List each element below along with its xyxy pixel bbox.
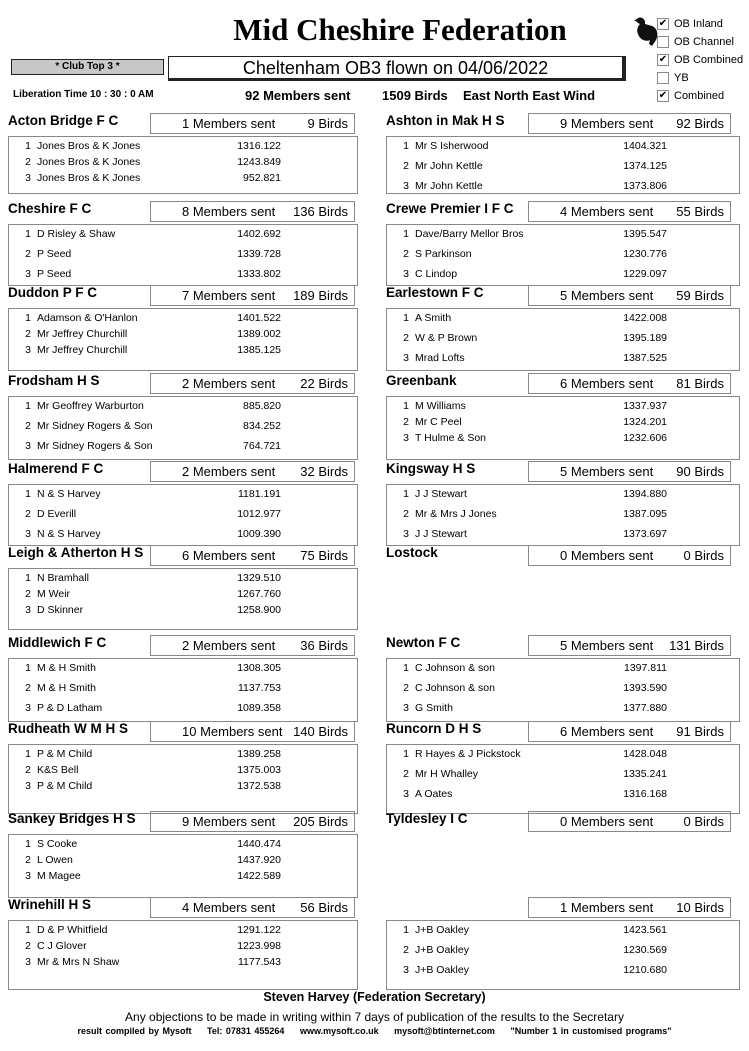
- fancier-name: D & P Whitfield: [37, 924, 108, 936]
- race-title: Cheltenham OB3 flown on 04/06/2022: [168, 56, 626, 81]
- fancier-name: Mr John Kettle: [415, 160, 483, 172]
- velocity: 1232.606: [623, 432, 667, 444]
- fancier-name: M Williams: [415, 400, 466, 412]
- position: 2: [25, 156, 31, 168]
- velocity: 1404.321: [623, 140, 667, 152]
- birds-sent: 56 Birds: [300, 900, 348, 915]
- velocity: 1316.168: [623, 788, 667, 800]
- birds-sent: 9 Birds: [307, 116, 348, 131]
- compiler-info: [0, 1026, 749, 1036]
- birds-sent: 90 Birds: [676, 464, 724, 479]
- velocity: 1377.880: [623, 702, 667, 714]
- birds-sent: 92 Birds: [676, 116, 724, 131]
- fancier-name: M Magee: [37, 870, 81, 882]
- velocity: 1395.547: [623, 228, 667, 240]
- club-summary: [150, 461, 355, 482]
- club-name: Frodsham H S: [8, 373, 100, 388]
- fancier-name: J+B Oakley: [415, 964, 469, 976]
- velocity: 1428.048: [623, 748, 667, 760]
- velocity: 1393.590: [623, 682, 667, 694]
- birds-sent: 136 Birds: [293, 204, 348, 219]
- fancier-name: L Owen: [37, 854, 73, 866]
- position: 2: [403, 160, 409, 172]
- club-top-3-label: * Club Top 3 *: [11, 59, 164, 75]
- club-name: Cheshire F C: [8, 201, 92, 216]
- club-name: Tyldesley I C: [386, 811, 468, 826]
- club-summary: [528, 285, 731, 306]
- members-sent: 6 Members sent: [182, 548, 276, 563]
- fancier-name: C Lindop: [415, 268, 458, 280]
- club-summary: [150, 635, 355, 656]
- results-box: [8, 308, 358, 371]
- club-summary: [528, 461, 731, 482]
- birds-sent: 131 Birds: [669, 638, 724, 653]
- option-label: Combined: [674, 90, 725, 102]
- option-label: OB Combined: [674, 54, 744, 66]
- fancier-name: P Seed: [37, 268, 72, 280]
- velocity: 1394.880: [623, 488, 667, 500]
- results-box: [8, 396, 358, 460]
- results-box: [386, 136, 740, 194]
- position: 1: [403, 140, 409, 152]
- members-sent: 1 Members sent: [182, 116, 276, 131]
- members-sent: 4 Members sent: [182, 900, 276, 915]
- velocity: 1291.122: [237, 924, 281, 936]
- position: 3: [403, 702, 409, 714]
- velocity: 1387.095: [623, 508, 667, 520]
- fancier-name: Mr Sidney Rogers & Son: [37, 440, 153, 452]
- club-summary: [528, 897, 731, 918]
- club-name: Halmerend F C: [8, 461, 104, 476]
- members-sent: 1 Members sent: [560, 900, 654, 915]
- velocity: 1335.241: [623, 768, 667, 780]
- position: 1: [403, 488, 409, 500]
- position: 2: [25, 764, 31, 776]
- fancier-name: Jones Bros & K Jones: [37, 172, 141, 184]
- fancier-name: N & S Harvey: [37, 488, 101, 500]
- position: 2: [403, 944, 409, 956]
- members-sent: 7 Members sent: [182, 288, 276, 303]
- position: 2: [403, 248, 409, 260]
- wind-direction: East North East Wind: [463, 88, 596, 103]
- results-box: [8, 920, 358, 990]
- club-name: Ashton in Mak H S: [386, 113, 505, 128]
- unchecked-checkbox[interactable]: [657, 72, 669, 84]
- position: 2: [25, 248, 31, 260]
- results-box: [386, 308, 740, 371]
- club-summary: [528, 811, 731, 832]
- velocity: 1210.680: [623, 964, 667, 976]
- fancier-name: Mrad Lofts: [415, 352, 465, 364]
- fancier-name: Jones Bros & K Jones: [37, 156, 141, 168]
- club-name: Crewe Premier I F C: [386, 201, 514, 216]
- members-sent: 10 Members sent: [182, 724, 283, 739]
- position: 1: [25, 312, 31, 324]
- fancier-name: P & D Latham: [37, 702, 103, 714]
- position: 3: [25, 528, 31, 540]
- fancier-name: Mr S Isherwood: [415, 140, 489, 152]
- results-box: [8, 568, 358, 630]
- position: 2: [403, 416, 409, 428]
- velocity: 1324.201: [623, 416, 667, 428]
- club-summary: [150, 897, 355, 918]
- position: 1: [403, 312, 409, 324]
- fancier-name: M Weir: [37, 588, 71, 600]
- results-box: [386, 484, 740, 546]
- option-ob-channel[interactable]: [657, 33, 743, 51]
- fancier-name: G Smith: [415, 702, 453, 714]
- velocity: 1243.849: [237, 156, 281, 168]
- velocity: 1337.937: [623, 400, 667, 412]
- birds-sent: 22 Birds: [300, 376, 348, 391]
- club-summary: [150, 811, 355, 832]
- position: 1: [403, 662, 409, 674]
- position: 3: [25, 956, 31, 968]
- position: 2: [25, 420, 31, 432]
- position: 1: [25, 748, 31, 760]
- fancier-name: M & H Smith: [37, 682, 96, 694]
- fancier-name: N Bramhall: [37, 572, 89, 584]
- velocity: 1385.125: [237, 344, 281, 356]
- option-combined[interactable]: [657, 87, 743, 105]
- fancier-name: Adamson & O'Hanlon: [37, 312, 138, 324]
- position: 3: [25, 440, 31, 452]
- position: 3: [403, 180, 409, 192]
- birds-sent: 0 Birds: [683, 814, 724, 829]
- velocity: 1267.760: [237, 588, 281, 600]
- fancier-name: S Cooke: [37, 838, 78, 850]
- position: 3: [403, 788, 409, 800]
- fancier-name: J+B Oakley: [415, 944, 469, 956]
- club-name: Duddon P F C: [8, 285, 97, 300]
- email-link[interactable]: mysoft@btinternet.com: [394, 1026, 495, 1036]
- position: 3: [25, 268, 31, 280]
- fancier-name: J+B Oakley: [415, 924, 469, 936]
- club-summary: [528, 635, 731, 656]
- birds-sent: 59 Birds: [676, 288, 724, 303]
- birds-sent: 0 Birds: [683, 548, 724, 563]
- members-sent: 5 Members sent: [560, 464, 654, 479]
- position: 1: [25, 400, 31, 412]
- results-box: [8, 658, 358, 722]
- velocity: 1137.753: [237, 682, 281, 694]
- velocity: 1437.920: [237, 854, 281, 866]
- velocity: 1230.776: [623, 248, 667, 260]
- results-box: [386, 744, 740, 814]
- results-box: [8, 136, 358, 194]
- velocity: 1440.474: [237, 838, 281, 850]
- members-sent: 8 Members sent: [182, 204, 276, 219]
- position: 1: [25, 488, 31, 500]
- position: 2: [403, 768, 409, 780]
- velocity: 1401.522: [237, 312, 281, 324]
- fancier-name: Mr C Peel: [415, 416, 462, 428]
- members-sent: 2 Members sent: [182, 464, 276, 479]
- total-members-sent: 92 Members sent: [245, 88, 351, 103]
- results-box: [386, 920, 740, 990]
- club-summary: [528, 201, 731, 222]
- birds-sent: 55 Birds: [676, 204, 724, 219]
- checked-checkbox[interactable]: ✔: [658, 90, 668, 101]
- page-title: Mid Cheshire Federation: [233, 12, 567, 47]
- position: 2: [25, 940, 31, 952]
- velocity: 1177.543: [237, 956, 281, 968]
- checked-checkbox[interactable]: ✔: [658, 18, 668, 29]
- position: 2: [403, 508, 409, 520]
- velocity: 1373.697: [623, 528, 667, 540]
- results-box: [8, 834, 358, 898]
- option-label: YB: [674, 72, 689, 84]
- birds-sent: 32 Birds: [300, 464, 348, 479]
- velocity: 952.821: [243, 172, 281, 184]
- results-box: [386, 224, 740, 286]
- position: 3: [403, 964, 409, 976]
- fancier-name: W & P Brown: [415, 332, 478, 344]
- position: 3: [25, 870, 31, 882]
- total-birds: 1509 Birds: [382, 88, 448, 103]
- pigeon-icon: [632, 14, 660, 48]
- position: 3: [25, 702, 31, 714]
- birds-sent: 10 Birds: [676, 900, 724, 915]
- fancier-name: K&S Bell: [37, 764, 79, 776]
- club-summary: [150, 721, 355, 742]
- position: 2: [403, 682, 409, 694]
- members-sent: 9 Members sent: [560, 116, 654, 131]
- club-name: Runcorn D H S: [386, 721, 482, 736]
- club-name: Wrinehill H S: [8, 897, 92, 912]
- fancier-name: A Smith: [415, 312, 452, 324]
- club-summary: [150, 373, 355, 394]
- position: 1: [403, 228, 409, 240]
- members-sent: 2 Members sent: [182, 638, 276, 653]
- club-name: Newton F C: [386, 635, 461, 650]
- velocity: 1329.510: [237, 572, 281, 584]
- position: 1: [25, 662, 31, 674]
- velocity: 1372.538: [237, 780, 281, 792]
- position: 1: [403, 924, 409, 936]
- members-sent: 0 Members sent: [560, 548, 654, 563]
- club-summary: [150, 113, 355, 134]
- velocity: 1223.998: [237, 940, 281, 952]
- position: 3: [403, 528, 409, 540]
- checked-checkbox[interactable]: ✔: [658, 54, 668, 65]
- club-name: Middlewich F C: [8, 635, 107, 650]
- fancier-name: C J Glover: [37, 940, 87, 952]
- fancier-name: P & M Child: [37, 780, 93, 792]
- fancier-name: Mr Geoffrey Warburton: [37, 400, 144, 412]
- fancier-name: D Risley & Shaw: [37, 228, 116, 240]
- fancier-name: N & S Harvey: [37, 528, 101, 540]
- fancier-name: S Parkinson: [415, 248, 472, 260]
- velocity: 1229.097: [623, 268, 667, 280]
- unchecked-checkbox[interactable]: [657, 36, 669, 48]
- position: 1: [25, 140, 31, 152]
- velocity: 764.721: [243, 440, 281, 452]
- secretary-name: Steven Harvey (Federation Secretary): [263, 990, 486, 1004]
- velocity: 1374.125: [623, 160, 667, 172]
- birds-sent: 205 Birds: [293, 814, 348, 829]
- position: 1: [25, 838, 31, 850]
- club-name: Greenbank: [386, 373, 457, 388]
- velocity: 1308.305: [237, 662, 281, 674]
- club-summary: [528, 545, 731, 566]
- velocity: 1012.977: [237, 508, 281, 520]
- velocity: 1316.122: [237, 140, 281, 152]
- club-summary: [528, 373, 731, 394]
- results-box: [8, 224, 358, 286]
- birds-sent: 189 Birds: [293, 288, 348, 303]
- liberation-time: Liberation Time 10 : 30 : 0 AM: [13, 89, 154, 100]
- position: 3: [25, 344, 31, 356]
- fancier-name: D Skinner: [37, 604, 84, 616]
- results-box: [8, 744, 358, 814]
- fancier-name: T Hulme & Son: [415, 432, 487, 444]
- club-name: Earlestown F C: [386, 285, 484, 300]
- position: 3: [403, 268, 409, 280]
- velocity: 1389.258: [237, 748, 281, 760]
- members-sent: 4 Members sent: [560, 204, 654, 219]
- fancier-name: P & M Child: [37, 748, 93, 760]
- birds-sent: 81 Birds: [676, 376, 724, 391]
- velocity: 1402.692: [237, 228, 281, 240]
- position: 1: [25, 228, 31, 240]
- results-box: [8, 484, 358, 546]
- club-name: Acton Bridge F C: [8, 113, 119, 128]
- velocity: 1339.728: [237, 248, 281, 260]
- position: 3: [403, 352, 409, 364]
- velocity: 1389.002: [237, 328, 281, 340]
- velocity: 1089.358: [237, 702, 281, 714]
- members-sent: 5 Members sent: [560, 638, 654, 653]
- position: 2: [25, 854, 31, 866]
- velocity: 1373.806: [623, 180, 667, 192]
- position: 2: [25, 682, 31, 694]
- telephone: Tel: 07831 455264: [207, 1026, 285, 1036]
- club-name: Rudheath W M H S: [8, 721, 128, 736]
- fancier-name: C Johnson & son: [415, 662, 495, 674]
- fancier-name: Mr Jeffrey Churchill: [37, 344, 128, 356]
- velocity: 1258.900: [237, 604, 281, 616]
- website-link[interactable]: www.mysoft.co.uk: [299, 1026, 379, 1036]
- velocity: 1333.802: [237, 268, 281, 280]
- position: 3: [25, 604, 31, 616]
- fancier-name: M & H Smith: [37, 662, 96, 674]
- velocity: 1181.191: [237, 488, 281, 500]
- birds-sent: 36 Birds: [300, 638, 348, 653]
- fancier-name: J J Stewart: [415, 488, 467, 500]
- position: 2: [25, 588, 31, 600]
- velocity: 834.252: [243, 420, 281, 432]
- fancier-name: C Johnson & son: [415, 682, 495, 694]
- velocity: 1397.811: [623, 662, 667, 674]
- velocity: 885.820: [243, 400, 281, 412]
- velocity: 1375.003: [237, 764, 281, 776]
- option-label: OB Inland: [674, 18, 723, 30]
- position: 1: [25, 924, 31, 936]
- position: 3: [25, 172, 31, 184]
- results-box: [386, 658, 740, 722]
- birds-sent: 140 Birds: [293, 724, 348, 739]
- option-ob-combined[interactable]: [657, 51, 743, 69]
- fancier-name: A Oates: [415, 788, 453, 800]
- club-summary: [150, 545, 355, 566]
- position: 2: [25, 328, 31, 340]
- members-sent: 2 Members sent: [182, 376, 276, 391]
- option-yb[interactable]: [657, 69, 743, 87]
- fancier-name: D Everill: [37, 508, 77, 520]
- fancier-name: R Hayes & J Pickstock: [415, 748, 521, 760]
- fancier-name: Mr Sidney Rogers & Son: [37, 420, 153, 432]
- velocity: 1395.189: [623, 332, 667, 344]
- club-summary: [528, 721, 731, 742]
- fancier-name: Mr & Mrs N Shaw: [37, 956, 120, 968]
- option-ob-inland[interactable]: [657, 15, 743, 33]
- fancier-name: P Seed: [37, 248, 72, 260]
- members-sent: 9 Members sent: [182, 814, 276, 829]
- members-sent: 6 Members sent: [560, 724, 654, 739]
- objections-notice: Any objections to be made in writing within 7 days of publication of the results to the Secretary: [125, 1010, 624, 1024]
- members-sent: 0 Members sent: [560, 814, 654, 829]
- slogan: "Number 1 in customised programs": [510, 1026, 672, 1036]
- velocity: 1422.589: [237, 870, 281, 882]
- club-name: Lostock: [386, 545, 438, 560]
- results-box: [386, 396, 740, 460]
- club-summary: [528, 113, 731, 134]
- race-type-options: [657, 15, 743, 105]
- velocity: 1423.561: [623, 924, 667, 936]
- club-name: Sankey Bridges H S: [8, 811, 136, 826]
- fancier-name: Mr John Kettle: [415, 180, 483, 192]
- club-summary: [150, 201, 355, 222]
- position: 1: [25, 572, 31, 584]
- fancier-name: Mr H Whalley: [415, 768, 479, 780]
- velocity: 1422.008: [623, 312, 667, 324]
- birds-sent: 75 Birds: [300, 548, 348, 563]
- velocity: 1230.569: [623, 944, 667, 956]
- position: 3: [403, 432, 409, 444]
- fancier-name: Mr Jeffrey Churchill: [37, 328, 128, 340]
- birds-sent: 91 Birds: [676, 724, 724, 739]
- club-summary: [150, 285, 355, 306]
- fancier-name: Jones Bros & K Jones: [37, 140, 141, 152]
- members-sent: 6 Members sent: [560, 376, 654, 391]
- members-sent: 5 Members sent: [560, 288, 654, 303]
- velocity: 1009.390: [237, 528, 281, 540]
- position: 1: [403, 748, 409, 760]
- compiled-by: result compiled by Mysoft: [77, 1026, 192, 1036]
- position: 2: [25, 508, 31, 520]
- position: 3: [25, 780, 31, 792]
- club-name: Leigh & Atherton H S: [8, 545, 144, 560]
- fancier-name: J J Stewart: [415, 528, 467, 540]
- fancier-name: Mr & Mrs J Jones: [415, 508, 497, 520]
- position: 2: [403, 332, 409, 344]
- velocity: 1387.525: [623, 352, 667, 364]
- option-label: OB Channel: [674, 36, 734, 48]
- club-name: Kingsway H S: [386, 461, 476, 476]
- position: 1: [403, 400, 409, 412]
- fancier-name: Dave/Barry Mellor Bros: [415, 228, 524, 240]
